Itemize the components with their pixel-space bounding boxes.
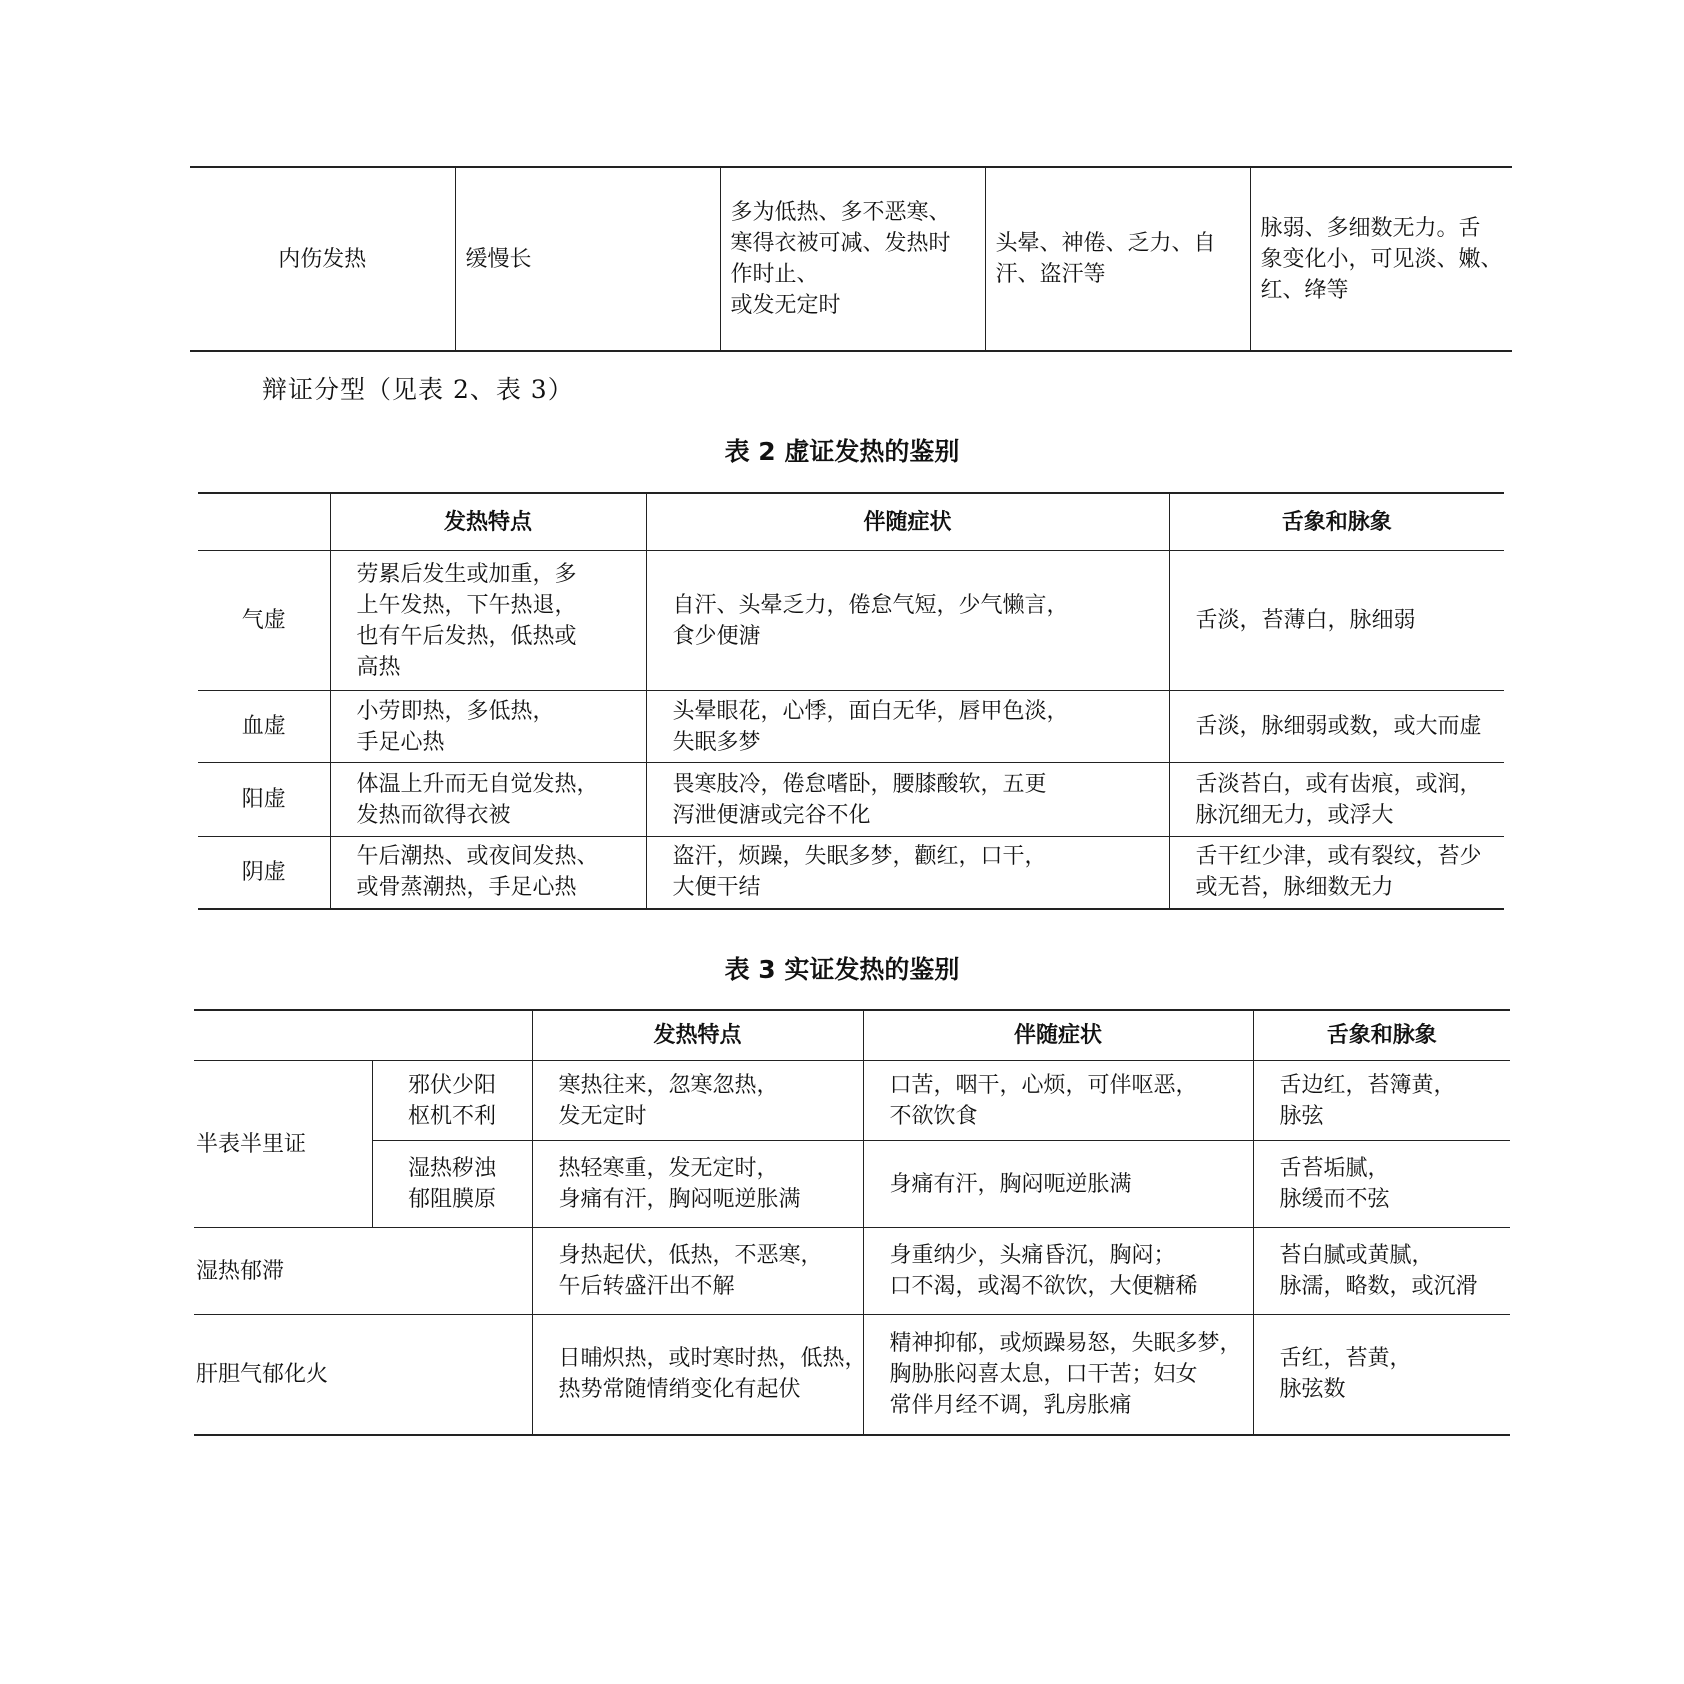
fever-cell bbox=[532, 1061, 863, 1141]
text-line: 郁阻膜原 bbox=[407, 1187, 496, 1212]
text-line: 口不渴，或渴不欲饮，大便糖稀 bbox=[889, 1274, 1198, 1299]
text-line: 脉弦 bbox=[1279, 1103, 1324, 1129]
table-row bbox=[198, 763, 1504, 837]
text-line: 手足心热 bbox=[356, 729, 445, 755]
table-2 bbox=[198, 492, 1504, 910]
group-label: 半表半里证 bbox=[194, 1061, 372, 1228]
table-row bbox=[194, 1228, 1510, 1315]
fever-cell bbox=[330, 691, 646, 763]
tongue-cell bbox=[1253, 1315, 1510, 1435]
text-line: 多为低热、多不恶寒、 bbox=[730, 200, 951, 225]
text-line: 也有午后发热，低热或 bbox=[356, 623, 577, 649]
table-row bbox=[198, 551, 1504, 691]
text-line: 脉濡，略数，或沉滑 bbox=[1279, 1274, 1478, 1299]
table-row bbox=[194, 1315, 1510, 1435]
text-line: 身重纳少，头痛昏沉，胸闷； bbox=[889, 1243, 1176, 1268]
text-line: 劳累后发生或加重，多 bbox=[356, 561, 577, 587]
text-line: 精神抑郁，或烦躁易怒，失眠多梦， bbox=[889, 1330, 1242, 1356]
text-line: 身痛有汗，胸闷呃逆胀满 bbox=[889, 1171, 1132, 1197]
table-2-caption: 表 2 虚证发热的鉴别 bbox=[724, 437, 960, 466]
text-line: 寒得衣被可减、发热时 bbox=[730, 231, 951, 256]
symptoms-cell bbox=[646, 691, 1169, 763]
fever-cell bbox=[330, 551, 646, 691]
text-line: 脉弦数 bbox=[1279, 1377, 1346, 1403]
header-empty bbox=[194, 1010, 532, 1061]
text-line: 不欲饮食 bbox=[889, 1103, 978, 1129]
symptoms-cell bbox=[646, 551, 1169, 691]
header-tongue-pulse: 舌象和脉象 bbox=[1253, 1010, 1510, 1061]
header-symptoms: 伴随症状 bbox=[863, 1010, 1253, 1061]
text-line: 苔白腻或黄腻， bbox=[1279, 1243, 1434, 1268]
text-line: 邪伏少阳 bbox=[407, 1072, 496, 1098]
header-empty bbox=[198, 493, 330, 551]
text-line: 热轻寒重，发无定时， bbox=[558, 1156, 779, 1181]
onset-cell: 缓慢长 bbox=[455, 167, 720, 351]
text-line: 或发无定时 bbox=[730, 293, 841, 318]
text-line: 胸胁胀闷喜太息，口干苦；妇女 bbox=[889, 1361, 1198, 1387]
text-line: 或骨蒸潮热，手足心热 bbox=[356, 875, 577, 901]
text-line: 红、绛等 bbox=[1260, 277, 1349, 303]
fever-cell bbox=[532, 1228, 863, 1315]
tongue-cell bbox=[1253, 1061, 1510, 1141]
fever-cell bbox=[330, 837, 646, 909]
text-line: 发热而欲得衣被 bbox=[356, 802, 511, 828]
text-line: 小劳即热，多低热， bbox=[356, 698, 555, 724]
text-line: 作时止、 bbox=[730, 262, 819, 287]
row-name: 内伤发热 bbox=[278, 246, 367, 272]
row-label: 阴虚 bbox=[241, 859, 286, 885]
header-fever: 发热特点 bbox=[532, 1010, 863, 1061]
table-row bbox=[194, 1061, 1510, 1141]
symptoms-cell bbox=[863, 1228, 1253, 1315]
tongue-cell bbox=[1169, 763, 1504, 837]
text-line: 舌苔垢腻， bbox=[1279, 1156, 1390, 1181]
text-line: 枢机不利 bbox=[407, 1103, 496, 1129]
text-line: 高热 bbox=[356, 654, 401, 680]
tongue-cell bbox=[1253, 1228, 1510, 1315]
table-3-caption: 表 3 实证发热的鉴别 bbox=[724, 955, 960, 984]
tongue-cell bbox=[1253, 1141, 1510, 1228]
text-line: 脉弱、多细数无力。舌 bbox=[1260, 215, 1481, 241]
sub-label bbox=[372, 1141, 532, 1228]
table-row bbox=[194, 1141, 1510, 1228]
text-line: 食少便溏 bbox=[672, 623, 761, 649]
text-line: 自汗、头晕乏力，倦怠气短，少气懒言， bbox=[672, 592, 1069, 618]
text-line: 日晡炽热，或时寒时热，低热， bbox=[558, 1346, 867, 1372]
tongue-cell bbox=[1169, 691, 1504, 763]
text-line: 脉缓而不弦 bbox=[1279, 1187, 1390, 1212]
table-header-row bbox=[194, 1010, 1510, 1061]
text-line: 湿热秽浊 bbox=[407, 1156, 496, 1181]
text-line: 头晕眼花，心悸，面白无华，唇甲色淡， bbox=[672, 698, 1069, 724]
text-line: 泻泄便溏或完谷不化 bbox=[672, 802, 871, 828]
row-label: 阳虚 bbox=[198, 763, 330, 837]
text-line: 寒热往来，忽寒忽热， bbox=[558, 1072, 779, 1098]
text-line: 舌干红少津，或有裂纹，苔少 bbox=[1195, 844, 1482, 870]
table-1-continuation bbox=[190, 166, 1512, 352]
symptoms-cell bbox=[863, 1141, 1253, 1228]
text-line: 象变化小，可见淡、嫩、 bbox=[1260, 246, 1503, 272]
table-row bbox=[198, 691, 1504, 763]
fever-cell bbox=[532, 1315, 867, 1435]
fever-cell bbox=[720, 167, 985, 351]
text-line: 头晕、神倦、乏力、自 bbox=[995, 231, 1216, 256]
header-tongue-pulse: 舌象和脉象 bbox=[1169, 493, 1504, 551]
row-label: 气虚 bbox=[198, 551, 330, 691]
text-line: 热势常随情绡变化有起伏 bbox=[558, 1377, 801, 1403]
text-line: 身痛有汗，胸闷呃逆胀满 bbox=[558, 1187, 801, 1212]
text-line: 或无苔，脉细数无力 bbox=[1195, 875, 1394, 901]
pulse-cell bbox=[1250, 167, 1512, 351]
header-fever: 发热特点 bbox=[330, 493, 646, 551]
text-line: 大便干结 bbox=[672, 875, 761, 901]
row-label: 湿热郁滞 bbox=[194, 1228, 532, 1315]
text-line: 脉沉细无力，或浮大 bbox=[1195, 802, 1394, 828]
text-line: 发无定时 bbox=[558, 1103, 647, 1129]
symptoms-cell bbox=[646, 763, 1169, 837]
text-line: 盗汗，烦躁，失眠多梦，颧红，口干， bbox=[672, 844, 1047, 870]
symptoms-cell bbox=[985, 167, 1250, 351]
text-line: 失眠多梦 bbox=[672, 729, 761, 755]
tongue-cell bbox=[1169, 551, 1504, 691]
text-line: 午后潮热、或夜间发热、 bbox=[356, 844, 599, 870]
text-line: 舌淡苔白，或有齿痕，或润， bbox=[1195, 771, 1482, 797]
table-row bbox=[190, 167, 1512, 351]
header-symptoms: 伴随症状 bbox=[646, 493, 1169, 551]
text-line: 畏寒肢冷，倦怠嗜卧，腰膝酸软，五更 bbox=[672, 771, 1047, 797]
text-line: 常伴月经不调，乳房胀痛 bbox=[889, 1392, 1132, 1418]
text-line: 午后转盛汗出不解 bbox=[558, 1274, 735, 1299]
fever-cell bbox=[330, 763, 646, 837]
symptoms-cell bbox=[863, 1061, 1253, 1141]
text-line: 舌红，苔黄， bbox=[1279, 1346, 1412, 1372]
fever-cell bbox=[532, 1141, 863, 1228]
table-header-row bbox=[198, 493, 1504, 551]
text-line: 体温上升而无自觉发热， bbox=[356, 771, 599, 797]
row-label: 血虚 bbox=[198, 691, 330, 763]
table-3 bbox=[194, 1009, 1510, 1436]
symptoms-cell bbox=[863, 1315, 1253, 1435]
tongue-cell bbox=[1169, 837, 1504, 909]
text-line: 舌边红，苔簿黄， bbox=[1279, 1072, 1456, 1098]
row-label: 肝胆气郁化火 bbox=[196, 1361, 329, 1387]
text-line: 舌淡，苔薄白，脉细弱 bbox=[1195, 608, 1416, 633]
section-note: 辩证分型（见表 2、表 3） bbox=[262, 375, 574, 404]
sub-label bbox=[372, 1061, 532, 1141]
table-row bbox=[198, 837, 1504, 909]
text-line: 身热起伏，低热，不恶寒， bbox=[558, 1243, 823, 1268]
symptoms-cell bbox=[646, 837, 1169, 909]
text-line: 口苦，咽干，心烦，可伴呕恶， bbox=[889, 1072, 1198, 1098]
text-line: 舌淡，脉细弱或数，或大而虚 bbox=[1195, 714, 1482, 739]
text-line: 上午发热，下午热退， bbox=[356, 592, 577, 618]
text-line: 汗、盗汗等 bbox=[995, 262, 1106, 287]
